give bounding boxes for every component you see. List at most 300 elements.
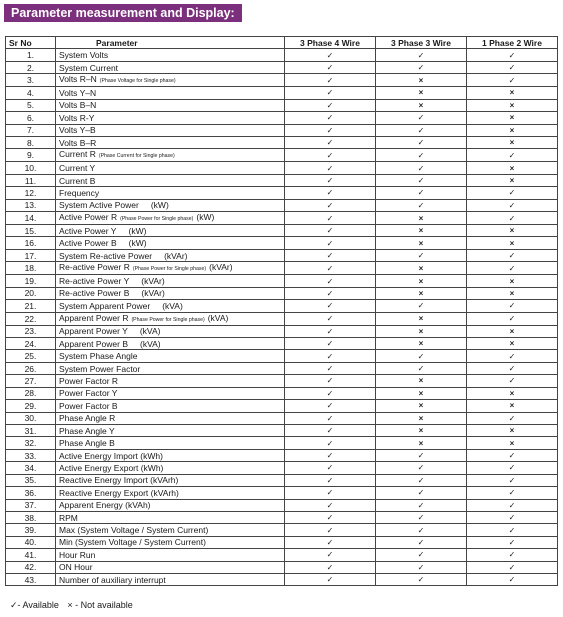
parameter-unit: (kVA) [139,326,161,337]
header-parameter: Parameter [56,37,285,49]
cross-icon: × [418,88,424,98]
available-check-icon [467,249,558,261]
parameter-name: Volts Y–N [59,87,97,98]
sr-no-cell: 9. [6,149,56,162]
parameter-cell [56,225,285,237]
available-check-icon [376,49,467,61]
parameter-cell [56,350,285,362]
cross-icon: × [509,125,515,135]
available-check-icon [467,149,558,162]
sr-no-cell: 4. [6,87,56,99]
not-available-cross-icon [467,87,558,99]
table-row [6,275,558,287]
check-icon: ✓ [508,150,516,160]
parameter-name: Volts R–N [59,74,97,85]
parameter-name: Apparent Power Y [59,326,128,337]
check-icon: ✓ [326,562,334,572]
parameter-note: (Phase Voltage for Single phase) [99,78,176,85]
not-available-cross-icon [376,325,467,337]
check-icon: ✓ [417,513,425,523]
check-icon: ✓ [417,475,425,485]
sr-no-cell: 8. [6,136,56,148]
parameter-cell [56,561,285,573]
available-check-icon [285,375,376,387]
parameter-unit: (kVAr) [164,250,188,261]
parameter-cell [56,112,285,124]
cross-icon: × [418,426,424,436]
parameter-cell [56,338,285,350]
sr-no-cell: 32. [6,437,56,449]
available-check-icon [467,412,558,424]
not-available-cross-icon [376,437,467,449]
sr-no-cell: 41. [6,549,56,561]
available-check-icon [376,136,467,148]
table-row [6,487,558,499]
cross-icon: × [509,176,515,185]
available-check-icon [285,49,376,61]
cross-icon: × [418,238,424,248]
check-icon: ✓ [326,200,334,210]
available-check-icon [376,199,467,211]
parameter-name: Apparent Power B [59,338,128,349]
table-row [6,338,558,350]
not-available-cross-icon [376,312,467,325]
check-icon: ✓ [326,550,334,560]
parameter-cell [56,474,285,486]
not-available-cross-icon [376,212,467,225]
not-available-cross-icon [376,424,467,436]
available-check-icon [467,312,558,325]
table-row [6,49,558,61]
available-check-icon [285,149,376,162]
available-check-icon [376,549,467,561]
table-row [6,574,558,586]
parameter-cell [56,499,285,511]
not-available-cross-icon [467,400,558,412]
available-check-icon [376,187,467,199]
not-available-cross-icon [376,225,467,237]
parameter-name: System Phase Angle [59,351,138,362]
legend-not-available: × - Not available [67,600,133,610]
cross-icon: × [509,276,515,286]
sr-no-cell: 31. [6,424,56,436]
cross-icon: × [509,88,515,98]
parameter-cell [56,462,285,474]
check-icon: ✓ [326,138,334,148]
parameter-unit: (kVA) [207,312,229,323]
available-check-icon [467,362,558,374]
available-check-icon [376,112,467,124]
cross-icon: × [509,238,515,248]
available-check-icon [285,412,376,424]
parameter-name: Phase Angle B [59,438,115,449]
available-check-icon [467,300,558,312]
not-available-cross-icon [467,424,558,436]
check-icon: ✓ [508,188,516,198]
table-row [6,136,558,148]
not-available-cross-icon [376,387,467,399]
sr-no-cell: 22. [6,312,56,325]
check-icon: ✓ [326,50,334,60]
check-icon: ✓ [326,438,334,448]
available-check-icon [285,462,376,474]
available-check-icon [376,124,467,136]
parameter-name: Volts B–R [59,137,97,148]
check-icon: ✓ [417,364,425,374]
table-body [6,49,558,586]
available-check-icon [285,536,376,548]
cross-icon: × [509,138,515,148]
parameter-cell [56,149,285,162]
parameter-name: Volts B–N [59,100,97,111]
not-available-cross-icon [467,287,558,299]
parameter-unit: (kVAr) [209,262,233,273]
not-available-cross-icon [467,99,558,111]
check-icon: ✓ [326,500,334,510]
check-icon: ✓ [417,50,425,60]
check-icon: ✓ [417,550,425,560]
parameter-unit: (kW) [128,238,147,249]
sr-no-cell: 27. [6,375,56,387]
available-check-icon [285,136,376,148]
parameter-name: ON Hour [59,562,93,573]
available-check-icon [467,524,558,536]
available-check-icon [376,300,467,312]
parameter-name: Active Energy Export (kWh) [59,462,164,473]
not-available-cross-icon [467,437,558,449]
table-row [6,549,558,561]
cross-icon: × [509,426,515,436]
parameter-cell [56,574,285,586]
parameter-name: System Volts [59,50,109,61]
not-available-cross-icon [376,87,467,99]
sr-no-cell: 33. [6,449,56,461]
check-icon: ✓ [326,463,334,473]
parameter-cell [56,375,285,387]
check-icon: ✓ [417,251,425,261]
check-icon: ✓ [326,575,334,585]
parameter-cell [56,400,285,412]
not-available-cross-icon [376,74,467,87]
check-icon: ✓ [417,562,425,572]
sr-no-cell: 21. [6,300,56,312]
available-check-icon [285,287,376,299]
parameter-note: (Phase Power for Single phase) [120,216,194,223]
table-row [6,437,558,449]
cross-icon: × [509,226,515,236]
available-check-icon [285,99,376,111]
check-icon: ✓ [508,75,516,85]
check-icon: ✓ [326,475,334,485]
check-icon: ✓ [326,88,334,98]
not-available-cross-icon [376,287,467,299]
table-row [6,149,558,162]
check-icon: ✓ [417,500,425,510]
table-row [6,249,558,261]
parameter-name: System Power Factor [59,363,141,374]
available-check-icon [285,174,376,186]
available-check-icon [285,312,376,325]
check-icon: ✓ [508,475,516,485]
available-check-icon [467,212,558,225]
available-check-icon [285,300,376,312]
not-available-cross-icon [467,275,558,287]
cross-icon: × [418,388,424,398]
check-icon: ✓ [326,413,334,423]
sr-no-cell: 30. [6,412,56,424]
parameter-table [5,36,558,586]
header-sr-no: Sr No [6,37,56,49]
parameter-name: RPM [59,512,78,523]
sr-no-cell: 10. [6,162,56,174]
cross-icon: × [418,213,424,223]
check-icon: ✓ [508,351,516,361]
check-icon: ✓ [326,426,334,436]
sr-no-cell: 6. [6,112,56,124]
check-icon: ✓ [417,63,425,73]
parameter-name: Max (System Voltage / System Current) [59,525,209,536]
cross-icon: × [418,100,424,110]
check-icon: ✓ [326,226,334,236]
not-available-cross-icon [376,375,467,387]
available-check-icon [285,387,376,399]
sr-no-cell: 17. [6,249,56,261]
not-available-cross-icon [467,112,558,124]
cross-icon: × [509,163,515,173]
available-check-icon [376,61,467,73]
sr-no-cell: 42. [6,561,56,573]
sr-no-cell: 3. [6,74,56,87]
check-icon: ✓ [326,176,334,185]
available-check-icon [376,574,467,586]
available-check-icon [376,449,467,461]
check-icon: ✓ [508,575,516,585]
check-icon: ✓ [417,488,425,498]
cross-icon: × [418,376,424,386]
parameter-name: Active Power B [59,238,117,249]
table-row [6,474,558,486]
table-row [6,174,558,186]
not-available-cross-icon [467,174,558,186]
parameter-name: Reactive Energy Import (kVArh) [59,475,179,486]
available-check-icon [285,87,376,99]
parameter-name: Number of auxiliary interrupt [59,574,166,585]
check-icon: ✓ [417,163,425,173]
parameter-name: System Re-active Power [59,250,153,261]
parameter-cell [56,387,285,399]
parameter-cell [56,287,285,299]
parameter-cell [56,249,285,261]
sr-no-cell: 13. [6,199,56,211]
check-icon: ✓ [326,288,334,298]
check-icon: ✓ [508,500,516,510]
check-icon: ✓ [326,150,334,160]
available-check-icon [285,162,376,174]
table-row [6,312,558,325]
parameter-cell [56,61,285,73]
parameter-cell [56,487,285,499]
available-check-icon [467,474,558,486]
parameter-name: Reactive Energy Export (kVArh) [59,487,179,498]
available-check-icon [376,487,467,499]
available-check-icon [285,262,376,275]
check-icon: ✓ [508,50,516,60]
parameter-name: Phase Angle R [59,413,116,424]
legend [10,600,139,611]
check-icon: ✓ [508,537,516,547]
check-icon: ✓ [417,525,425,535]
check-icon: ✓ [417,113,425,123]
cross-icon: × [418,263,424,273]
table-row [6,162,558,174]
parameter-name: Volts Y–B [59,125,96,136]
cross-icon: × [509,339,515,349]
parameter-name: Active Power R [59,212,118,223]
parameter-name: Apparent Power R [59,312,129,323]
parameter-name: Re-active Power Y [59,276,130,287]
cross-icon: × [509,288,515,298]
parameter-name: Power Factor B [59,400,118,411]
sr-no-cell: 38. [6,511,56,523]
available-check-icon [285,499,376,511]
table-row [6,61,558,73]
available-check-icon [467,74,558,87]
available-check-icon [285,524,376,536]
not-available-cross-icon [467,162,558,174]
parameter-unit: (kW) [196,212,215,223]
check-icon: ✓ [417,188,425,198]
available-check-icon [376,511,467,523]
check-icon: ✓ [508,251,516,261]
check-icon: ✓ [508,463,516,473]
parameter-name: Volts R-Y [59,112,95,123]
sr-no-cell: 19. [6,275,56,287]
not-available-cross-icon [467,225,558,237]
check-icon: ✓ [326,75,334,85]
check-icon: ✓ [508,364,516,374]
available-check-icon [376,350,467,362]
check-icon: ✓ [417,351,425,361]
not-available-cross-icon [467,387,558,399]
not-available-cross-icon [467,338,558,350]
parameter-name: Frequency [59,187,100,198]
table-row [6,412,558,424]
available-check-icon [467,199,558,211]
check-icon: ✓ [326,263,334,273]
sr-no-cell: 26. [6,362,56,374]
check-icon: ✓ [417,150,425,160]
check-icon: ✓ [326,376,334,386]
check-icon: ✓ [417,200,425,210]
cross-icon: × [418,339,424,349]
parameter-note: (Phase Power for Single phase) [132,266,207,273]
check-icon: ✓ [326,537,334,547]
parameter-cell [56,162,285,174]
available-check-icon [285,124,376,136]
parameter-name: Current B [59,175,96,186]
available-check-icon [467,350,558,362]
available-check-icon [285,338,376,350]
parameter-cell [56,262,285,275]
not-available-cross-icon [376,99,467,111]
check-icon: ✓ [417,537,425,547]
sr-no-cell: 34. [6,462,56,474]
parameter-cell [56,362,285,374]
not-available-cross-icon [376,262,467,275]
parameter-name: Active Energy Import (kWh) [59,450,163,461]
parameter-name: Phase Angle Y [59,425,115,436]
available-check-icon [376,499,467,511]
available-check-icon [376,362,467,374]
check-icon: ✓ [508,376,516,386]
available-check-icon [285,449,376,461]
check-icon: ✓ [417,575,425,585]
check-icon: ✓ [417,301,425,311]
parameter-name: Power Factor R [59,375,119,386]
parameter-unit: (kW) [150,200,169,211]
available-check-icon [285,199,376,211]
check-icon: ✓ [417,451,425,461]
available-check-icon [285,549,376,561]
check-icon: ✓ [326,451,334,461]
check-icon: ✓ [508,562,516,572]
sr-no-cell: 24. [6,338,56,350]
header-1-phase-2-wire: 1 Phase 2 Wire [467,37,558,49]
table-row [6,187,558,199]
available-check-icon [285,362,376,374]
table-row [6,212,558,225]
check-icon: ✓ [326,63,334,73]
cross-icon: × [418,226,424,236]
cross-icon: × [509,438,515,448]
parameter-cell [56,437,285,449]
table-row [6,350,558,362]
parameter-cell [56,187,285,199]
table-row [6,462,558,474]
header-3-phase-3-wire: 3 Phase 3 Wire [376,37,467,49]
available-check-icon [285,187,376,199]
sr-no-cell: 25. [6,350,56,362]
table-row [6,124,558,136]
available-check-icon [467,462,558,474]
sr-no-cell: 35. [6,474,56,486]
parameter-cell [56,312,285,325]
sr-no-cell: 39. [6,524,56,536]
not-available-cross-icon [467,124,558,136]
cross-icon: × [418,401,424,411]
table-row [6,375,558,387]
available-check-icon [285,474,376,486]
parameter-name: System Current [59,62,119,73]
parameter-cell [56,237,285,249]
available-check-icon [376,149,467,162]
table-row [6,424,558,436]
check-icon: ✓ [326,100,334,110]
check-icon: ✓ [417,463,425,473]
available-check-icon [285,511,376,523]
sr-no-cell: 29. [6,400,56,412]
check-icon: ✓ [508,413,516,423]
parameter-name: System Active Power [59,200,139,211]
cross-icon: × [509,401,515,411]
sr-no-cell: 1. [6,49,56,61]
parameter-cell [56,300,285,312]
check-icon: ✓ [326,488,334,498]
available-check-icon [285,424,376,436]
available-check-icon [467,49,558,61]
check-icon: ✓ [326,339,334,349]
table-row [6,511,558,523]
